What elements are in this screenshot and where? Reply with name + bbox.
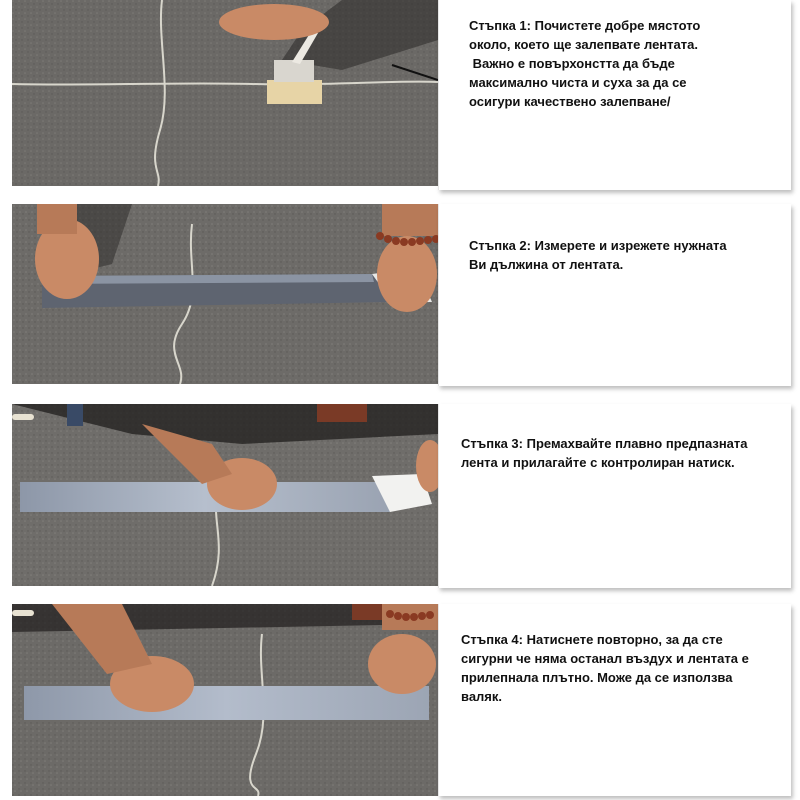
- step-4-line: валяк.: [461, 689, 503, 704]
- step-1-line: Важно е повърхонстта да бъде: [469, 56, 675, 71]
- step-3-text: [461, 434, 781, 472]
- step-2-photo: [12, 204, 438, 384]
- step-2-card: [438, 204, 791, 386]
- step-3-card: [438, 404, 791, 588]
- step-1-photo: [12, 0, 438, 186]
- applying-tape-image: [12, 404, 438, 586]
- step-4-card: [438, 604, 791, 796]
- step-2-line: Ви дължина от лентата.: [469, 257, 624, 272]
- cleaning-surface-image: [12, 0, 438, 186]
- step-4-photo: [12, 604, 438, 796]
- step-2-row: [0, 204, 800, 394]
- step-3-line: Стъпка 3: Премахвайте плавно предпазната: [461, 436, 748, 451]
- step-4-text: [461, 630, 781, 706]
- step-2-line: Стъпка 2: Измерете и изрежете нужната: [469, 238, 727, 253]
- step-3-line: лента и прилагайте с контролиран натиск.: [461, 455, 735, 470]
- step-1-row: [0, 0, 800, 190]
- step-3-row: [0, 404, 800, 594]
- step-4-line: Стъпка 4: Натиснете повторно, за да сте: [461, 632, 723, 647]
- step-1-line: осигури качествено залепване/: [469, 94, 671, 109]
- step-3-photo: [12, 404, 438, 586]
- step-4-row: [0, 604, 800, 794]
- step-1-line: Стъпка 1: Почистете добре мястото: [469, 18, 701, 33]
- step-1-card: [438, 0, 791, 190]
- step-1-line: максимално чиста и суха за да се: [469, 75, 687, 90]
- step-1-line: около, което ще залепвате лентата.: [469, 37, 698, 52]
- step-1-text: [469, 16, 781, 111]
- measuring-tape-image: [12, 204, 438, 384]
- step-2-text: [469, 236, 781, 274]
- step-4-line: прилепнала плътно. Може да се използва: [461, 670, 733, 685]
- step-4-line: сигурни че няма останал въздух и лентата е: [461, 651, 749, 666]
- pressing-tape-image: [12, 604, 438, 796]
